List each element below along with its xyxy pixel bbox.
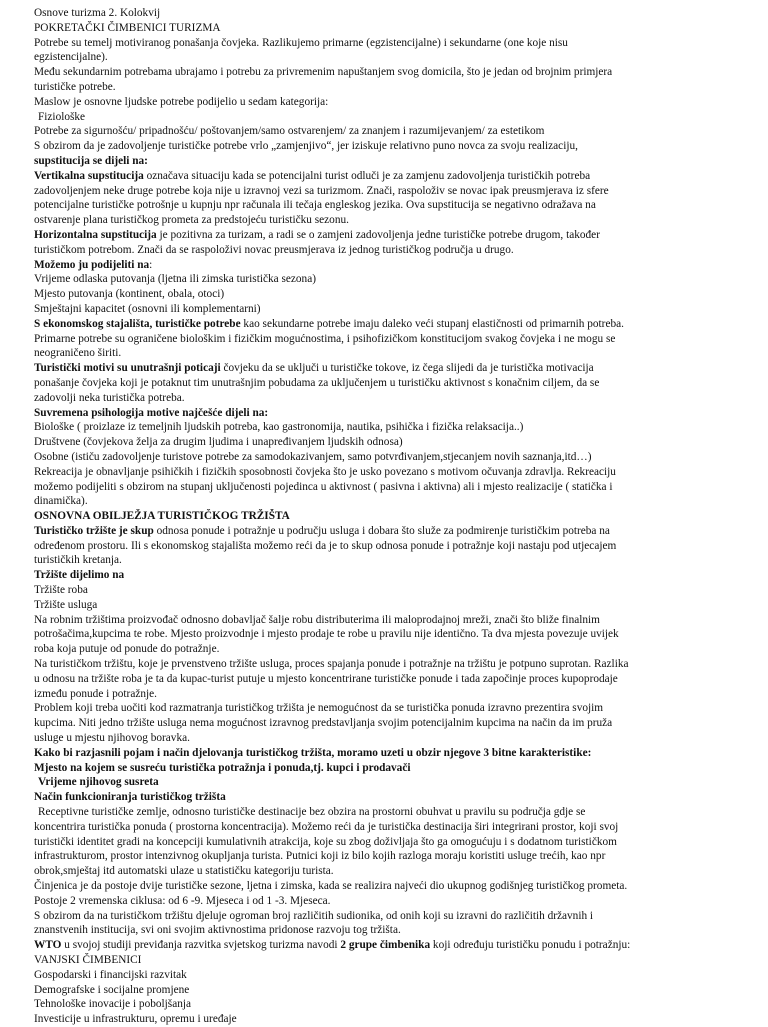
paragraph-line: Potrebe su temelj motiviranog ponašanja čovjeka. Razlikujemo primarne (egzistencijalne) i sekundarne (one koje nisu xyxy=(34,36,568,49)
subheading-nacin: Način funkcioniranja turističkog tržišta xyxy=(34,791,226,804)
subheading-karakteristike: Kako bi razjasnili pojam i način djelovanja turističkog tržišta, moramo uzeti u obzir njegove 3 bitne karakteristike: xyxy=(34,746,592,759)
paragraph-text: u svojoj studiji previđanja razvitka svjetskog turizma navodi xyxy=(61,939,341,952)
list-item: Tržište roba xyxy=(34,584,88,597)
subheading-psihologija: Suvremena psihologija motive najčešće dijeli na: xyxy=(34,406,269,419)
paragraph-line: turističkom potrebom. Znači da se raspoloživi novac preusmjerava iz jednog turističkog područja u drugo. xyxy=(34,243,514,256)
term-ekonomsko: S ekonomskog stajališta, turističke potrebe xyxy=(34,317,241,330)
paragraph-line: između ponude i potražnje. xyxy=(34,687,157,700)
paragraph-line: usluge u mjestu njihovog boravka. xyxy=(34,732,190,745)
paragraph-line: u odnosu na tržište roba je ta da kupac-turist putuje u mjesto koncentrirane turističke ponude i tada započinje proces kupoprodaje xyxy=(34,672,618,685)
list-item: Tehnološke inovacije i poboljšanja xyxy=(34,998,192,1011)
paragraph-line: turističke potrebe. xyxy=(34,80,116,93)
list-item: Smještajni kapacitet (osnovni ili komplementarni) xyxy=(34,302,261,315)
term-vertikalna: Vertikalna supstitucija xyxy=(34,169,144,182)
section-heading-obiljezja: OSNOVNA OBILJEŽJA TURISTIČKOG TRŽIŠTA xyxy=(34,510,290,523)
paragraph-line: infrastrukturom, prostor intenzivnog okupljanja turista. Putnici koji iz bilo kojih razloga moraju koristiti usluge trećih, kao npr xyxy=(34,850,606,863)
paragraph-line: Maslow je osnovne ljudske potrebe podijelio u sedam kategorija: xyxy=(34,95,329,108)
paragraph-line: Na turističkom tržištu, koje je prvenstveno tržište usluga, proces spajanja ponude i potražnje na tržištu je potpuno suprotan. Razlika xyxy=(34,658,629,671)
paragraph-wto xyxy=(34,938,756,953)
paragraph-line: kupcima. Niti jedno tržište usluga nema mogućnost izravnog predstavljanja svojim potencijalnim kupcima na način da im pruža xyxy=(34,717,613,730)
paragraph-line: određenom prostoru. Ili s ekonomskog stajališta možemo reći da je to skup odnosa ponude i potražnje koji nastaju pod utjecajem xyxy=(34,539,617,552)
list-item: Društvene (čovjekova želja za drugim ljudima i unapređivanjem ljudskih odnosa) xyxy=(34,436,403,449)
paragraph-line: Činjenica je da postoje dvije turističke sezone, ljetna i zimska, kada se realizira najveći dio ukupnog godišnjeg turističkog prometa. xyxy=(34,880,628,893)
paragraph-line: Problem koji treba uočiti kod razmatranja turističkog tržišta je nemogućnost da se turistička ponuda izravno prezentira svojim xyxy=(34,702,604,715)
subheading-trziste-dijelimo: Tržište dijelimo na xyxy=(34,569,125,582)
section-heading-pokretacki: POKRETAČKI ČIMBENICI TURIZMA xyxy=(34,21,221,34)
paragraph-text: označava situaciju kada se potencijalni turist odluči je za zamjenu zadovoljenja turističkih potreba xyxy=(143,169,591,182)
paragraph-line: Na robnim tržištima proizvođač odnosno dobavljač šalje robu distributerima ili maloprodajnoj mreži, znači što bliže finalnim xyxy=(34,613,600,626)
paragraph-line: turističkih kretanja. xyxy=(34,554,122,567)
paragraph-motivi xyxy=(34,361,756,376)
paragraph-line: Postoje 2 vremenska ciklusa: od 6 -9. Mjeseca i od 1 -3. Mjeseca. xyxy=(34,894,331,907)
paragraph-line: S obzirom da je zadovoljenje turističke potrebe vrlo „zamjenjivo“, jer iziskuje relativno puno novca za svoju realizaciju, xyxy=(34,140,578,153)
list-item: Osobne (ističu zadovoljenje turistove potrebe za samodokazivanjem, samo potvrđivanjem,stjecanjem novih saznanja,itd…) xyxy=(34,450,592,463)
list-item: Tržište usluga xyxy=(34,598,98,611)
list-item: Gospodarski i financijski razvitak xyxy=(34,968,187,981)
paragraph-line: Receptivne turističke zemlje, odnosno turističke destinacije bez obzira na prostorni obuhvat u pravilu su područja gdje se xyxy=(38,806,586,819)
list-item: Fiziološke xyxy=(38,110,86,123)
subheading-colon: : xyxy=(149,258,153,271)
list-item: Vrijeme odlaska putovanja (ljetna ili zimska turistička sezona) xyxy=(34,273,316,286)
list-item: Investicije u infrastrukturu, opremu i uređaje xyxy=(34,1013,237,1026)
term-motivi: Turistički motivi su unutrašnji poticaji xyxy=(34,362,221,375)
paragraph-text: odnosa ponude i potražnje u području usluga i dobara što služe za podmirenje turističkim potreba na xyxy=(153,524,610,537)
subheading-mjesto: Mjesto na kojem se susreću turistička potražnja i ponuda,tj. kupci i prodavači xyxy=(34,761,411,774)
subheading-supstitucija: supstitucija se dijeli na: xyxy=(34,154,148,167)
paragraph-line: zadovoljenjem neke druge potrebe koja nije u izravnoj vezi sa turizmom. Znači, raspoloživ se novac ipak preusmjerava iz sfere xyxy=(34,184,609,197)
paragraph-text: čovjeku da se uključi u turističke tokove, iz čega slijedi da je turistička motivacija xyxy=(220,362,594,375)
paragraph-horizontalna xyxy=(34,228,756,243)
list-item: Biološke ( proizlaze iz temeljnih ljudskih potreba, kao gastronomija, nautika, psihička i fizička relaksacija..) xyxy=(34,421,524,434)
paragraph-line: neograničeno širiti. xyxy=(34,347,122,360)
paragraph-trziste xyxy=(34,524,756,539)
paragraph-line: znanstvenih institucija, svi oni svojim aktivnostima pridonose razvoju tog tržišta. xyxy=(34,924,401,937)
paragraph-line: potrošačima,kupcima te robe. Mjesto proizvodnje i mjesto prodaje te robe u pravilu nije identično. Ta dva mjesta povezuje uvijek xyxy=(34,628,619,641)
paragraph-ekonomsko xyxy=(34,317,756,332)
paragraph-line: S obzirom da na turističkom tržištu djeluje ogroman broj različitih sudionika, od onih koji su izravni do različitih državnih i xyxy=(34,909,594,922)
paragraph-line: potencijalne turističke potrošnje u kupnju npr računala ili tečaja engleskog jezika. Ova supstitucija se negativno odražava na xyxy=(34,199,596,212)
subheading-text: Možemo ju podijeliti na xyxy=(34,258,150,271)
paragraph-line: roba koja putuje od ponude do potražnje. xyxy=(34,643,220,656)
term-turisticko-trziste: Turističko tržište je skup xyxy=(34,524,154,537)
paragraph-vertikalna xyxy=(34,169,756,184)
paragraph-line: Rekreacija je obnavljanje psihičkih i fizičkih sposobnosti čovjeka što je usko povezano s motivom očuvanja zdravlja. Rekreaciju xyxy=(34,465,616,478)
subheading-vanjski: VANJSKI ČIMBENICI xyxy=(34,954,142,966)
paragraph-line: zadovolji neka turistička potreba. xyxy=(34,391,185,404)
paragraph-line: egzistencijalne). xyxy=(34,51,108,64)
paragraph-line: Primarne potrebe su ograničene biološkim i fizičkim mogućnostima, i psihofizičkom konstitucijom svakog čovjeka i ne mogu se xyxy=(34,332,616,345)
paragraph-line: Među sekundarnim potrebama ubrajamo i potrebu za privremenim napuštanjem svog domicila, što je jedan od brojnim primjera xyxy=(34,66,613,79)
term-grupe-cimbenika: 2 grupe čimbenika xyxy=(340,939,431,952)
paragraph-line: obrok,smještaj itd automatski ulaze u statističku kategoriju turista. xyxy=(34,865,334,878)
paragraph-text: koji određuju turističku ponudu i potražnju: xyxy=(430,939,631,952)
paragraph-line: turistički identitet gradi na koncepciji kumulativnih atrakcija, koje su zbog doživljaja što ga omogućuju i s dodatnom turističkom xyxy=(34,835,617,848)
paragraph-line: koncentrira turistička ponuda ( prostorna koncentracija). Možemo reći da je turistička destinacija širi integrirani prostor, koji svoj xyxy=(34,820,619,833)
term-horizontalna: Horizontalna supstitucija xyxy=(34,228,157,241)
document-title: Osnove turizma 2. Kolokvij xyxy=(34,7,161,19)
subheading-podijeliti xyxy=(34,258,756,273)
list-item: Mjesto putovanja (kontinent, obala, otoci) xyxy=(34,288,225,301)
paragraph-line: ostvarenje plana turističkog prometa za predstojeću turističku sezonu. xyxy=(34,214,349,227)
paragraph-text: je pozitivna za turizam, a radi se o zamjeni zadovoljenja jedne turističke potrebe drugom, također xyxy=(156,228,600,241)
term-wto: WTO xyxy=(34,939,62,952)
subheading-vrijeme: Vrijeme njihovog susreta xyxy=(38,776,159,789)
paragraph-line: ponašanje čovjeka koji je potaknut tim unutrašnjim pobudama za uključenjem u turističku aktivnost s konačnim ciljem, da se xyxy=(34,376,600,389)
paragraph-line: Potrebe za sigurnošću/ pripadnošću/ poštovanjem/samo ostvarenjem/ za znanjem i razumijevanjem/ za estetikom xyxy=(34,125,545,138)
paragraph-line: možemo podijeliti s obzirom na stupanj uključenosti pojedinca u aktivnost ( pasivna i aktivna) ali i mjesto realizacije ( statička i xyxy=(34,480,613,493)
paragraph-line: dinamička). xyxy=(34,495,88,508)
list-item: Demografske i socijalne promjene xyxy=(34,983,190,996)
paragraph-text: kao sekundarne potrebe imaju daleko veći stupanj elastičnosti od primarnih potreba. xyxy=(240,317,624,330)
